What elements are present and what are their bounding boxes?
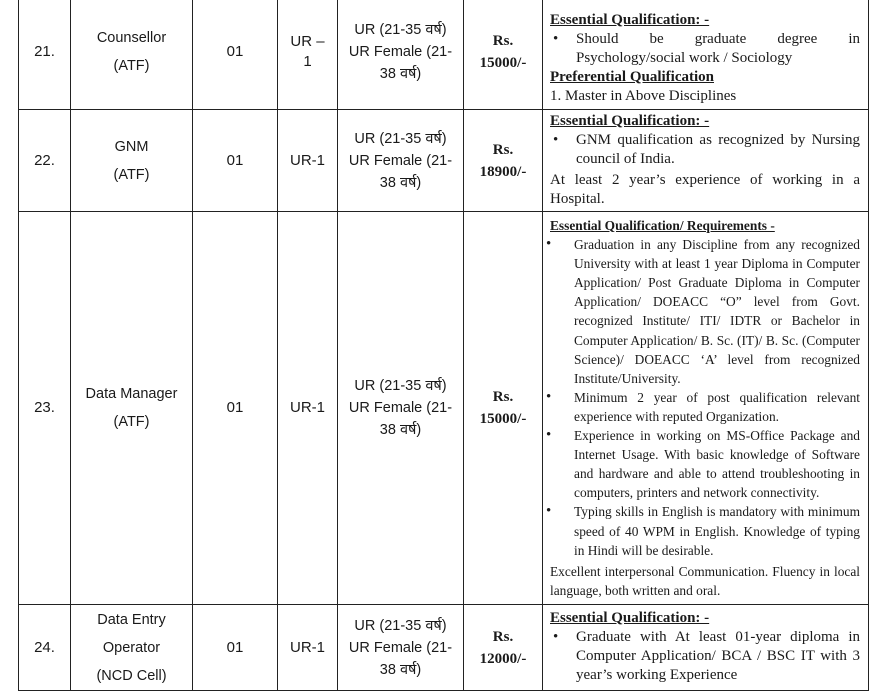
post-name-line: Counsellor: [96, 30, 167, 46]
category-line: UR-1: [289, 638, 325, 656]
number-of-posts: 01: [193, 110, 278, 212]
qualification-cell: [543, 110, 869, 212]
table-row-23: [19, 212, 869, 605]
age-line: UR Female (21-: [348, 152, 453, 169]
qualification-bullet: • Graduate with At least 01-year diploma in Computer Application/ BCA / BSC IT with 3 year’s working Experience: [550, 628, 860, 685]
age-limit: [338, 0, 464, 110]
pay-line: 18900/-: [479, 163, 527, 180]
preferential-heading: Preferential Qualification: [550, 69, 714, 85]
serial-number: 22.: [19, 110, 71, 212]
qualification-cell: [543, 605, 869, 691]
vacancy-table: [18, 0, 869, 691]
qualification-note: 1. Master in Above Disciplines: [550, 88, 737, 104]
age-limit: [338, 605, 464, 691]
category-line: UR –: [290, 33, 325, 50]
category-line: UR-1: [289, 399, 325, 416]
post-name: [71, 212, 193, 605]
age-line: 38 वर्ष): [379, 422, 422, 438]
pay-amount: [464, 212, 543, 605]
table-row-21: [19, 0, 869, 110]
post-name-line: Data Entry: [97, 611, 166, 628]
pay-line: 15000/-: [479, 55, 527, 71]
qualification-list: [550, 30, 860, 68]
category-line: 1: [303, 53, 312, 70]
pay-line: 12000/-: [479, 650, 527, 667]
qualification-bullet: • Should be graduate degree in Psychology/social work / Sociology: [550, 30, 860, 68]
pay-amount: [464, 0, 543, 110]
serial-number: 23.: [19, 212, 71, 605]
age-line: UR Female (21-: [348, 400, 453, 416]
pay-line: Rs.: [492, 33, 514, 49]
category-line: UR-1: [289, 151, 325, 169]
age-line: UR Female (21-: [348, 639, 453, 656]
table-row-24: [19, 605, 869, 691]
post-name-line: (ATF): [113, 58, 150, 74]
category: [278, 110, 338, 212]
post-name: [71, 0, 193, 110]
post-name-line: Data Manager: [85, 386, 178, 402]
age-line: UR (21-35 वर्ष): [354, 22, 447, 38]
qualification-bullet: • Minimum 2 year of post qualification relevant experience with reputed Organization.: [550, 388, 860, 426]
age-line: UR (21-35 वर्ष): [354, 378, 447, 394]
post-name-line: (ATF): [113, 166, 150, 183]
qualification-note: Excellent interpersonal Communication. Fluency in local language, both written and oral.: [550, 563, 860, 598]
pay-line: Rs.: [492, 628, 514, 645]
qualification-heading: Essential Qualification: -: [550, 610, 710, 626]
category: [278, 605, 338, 691]
age-limit: [338, 212, 464, 605]
qualification-bullet: • Graduation in any Discipline from any recognized University with at least 1 year Diploma in Computer Application/ Post Graduate Diploma in Computer Application/ DOEACC “O” level from Govt. recognized Institute/ ITI/ IDTR or Bachelor in Computer Application/ B. Sc. (IT)/ B. Sc. (Computer Science)/ DOEACC ‘A’ level from recognized Institute/University.: [550, 235, 860, 388]
qualification-bullet: • Experience in working on MS-Office Package and Internet Usage. With basic knowledge of Software and hardware and able to attend troubleshooting in computers, printers and network connectivity.: [550, 426, 860, 502]
post-name: [71, 110, 193, 212]
serial-number: 24.: [19, 605, 71, 691]
qualification-heading: Essential Qualification: -: [550, 12, 710, 28]
age-limit: [338, 110, 464, 212]
qualification-bullet: • GNM qualification as recognized by Nursing council of India.: [550, 131, 860, 169]
age-line: 38 वर्ष): [379, 174, 422, 191]
post-name-line: GNM: [114, 138, 149, 155]
qualification-note: At least 2 year’s experience of working in a Hospital.: [550, 172, 860, 207]
qualification-heading: Essential Qualification/ Requirements -: [550, 218, 775, 233]
age-line: 38 वर्ष): [379, 66, 422, 82]
qualification-cell: [543, 212, 869, 605]
qualification-bullet: • Typing skills in English is mandatory with minimum speed of 40 WPM in English. Knowledge of typing in Hindi will be desirable.: [550, 502, 860, 559]
age-line: UR Female (21-: [348, 44, 453, 60]
number-of-posts: 01: [193, 605, 278, 691]
age-line: 38 वर्ष): [379, 661, 422, 678]
category: [278, 0, 338, 110]
post-name-line: (ATF): [113, 414, 150, 430]
qualification-list: [550, 235, 860, 560]
pay-line: Rs.: [492, 141, 514, 158]
qualification-cell: [543, 0, 869, 110]
age-line: UR (21-35 वर्ष): [354, 130, 447, 147]
post-name-line: Operator: [102, 639, 161, 656]
qualification-heading: Essential Qualification: -: [550, 113, 710, 129]
category: [278, 212, 338, 605]
post-name: [71, 605, 193, 691]
number-of-posts: 01: [193, 212, 278, 605]
post-name-line: (NCD Cell): [96, 667, 167, 684]
qualification-list: [550, 131, 860, 169]
table-row-22: [19, 110, 869, 212]
pay-line: Rs.: [492, 389, 514, 405]
number-of-posts: 01: [193, 0, 278, 110]
qualification-list: [550, 628, 860, 685]
pay-amount: [464, 605, 543, 691]
pay-amount: [464, 110, 543, 212]
pay-line: 15000/-: [479, 411, 527, 427]
serial-number: 21.: [19, 0, 71, 110]
age-line: UR (21-35 वर्ष): [354, 617, 447, 634]
